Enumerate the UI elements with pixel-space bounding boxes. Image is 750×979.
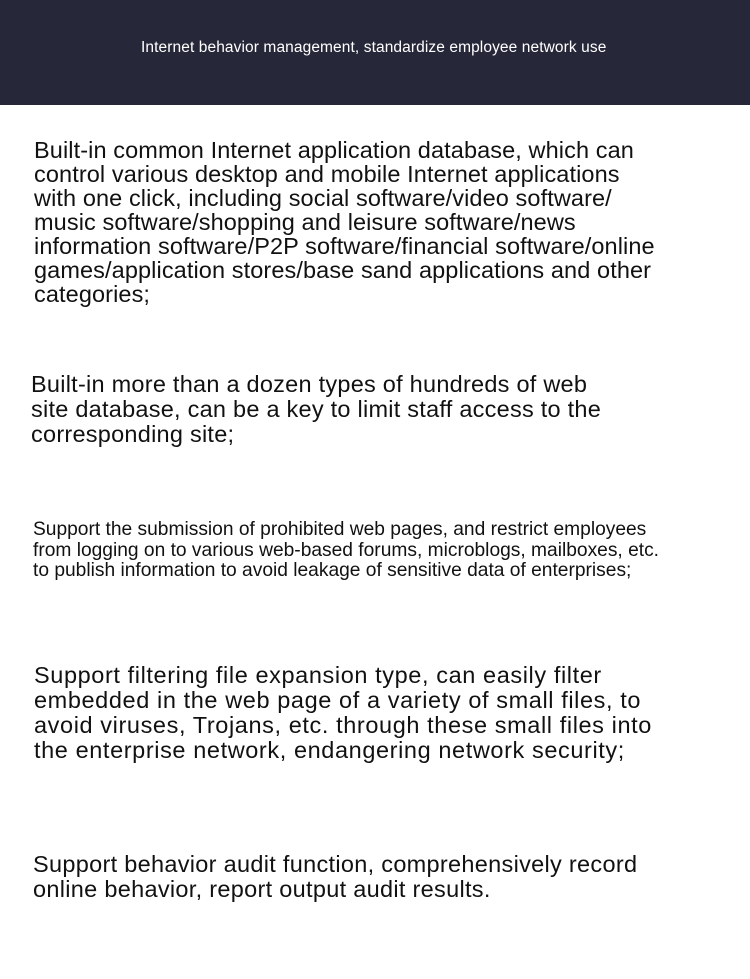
feature-application-control: Built-in common Internet application database, which can control various desktop and mobile Internet applications with one click, including social software/video software/ music software/shopping and leisure software/news information software/P2P software/financial software/online games/application stores/base sand applications and other categories; [34, 137, 655, 307]
header-banner [0, 0, 750, 105]
feature-posting-restriction: Support the submission of prohibited web pages, and restrict employees from logging on to various web-based forums, microblogs, mailboxes, etc. to publish information to avoid leakage of sensitive data of enterprises; [33, 519, 660, 581]
page-title: Internet behavior management, standardize employee network use [141, 39, 607, 56]
feature-file-type-filtering: Support filtering file expansion type, can easily filter embedded in the web page of a variety of small files, to avoid viruses, Trojans, etc. through these small files into the enterprise network, endangering network security; [34, 662, 652, 763]
feature-behavior-audit: Support behavior audit function, comprehensively record online behavior, report output audit results. [33, 851, 638, 902]
feature-website-database: Built-in more than a dozen types of hundreds of web site database, can be a key to limit staff access to the corresponding site; [31, 371, 602, 447]
